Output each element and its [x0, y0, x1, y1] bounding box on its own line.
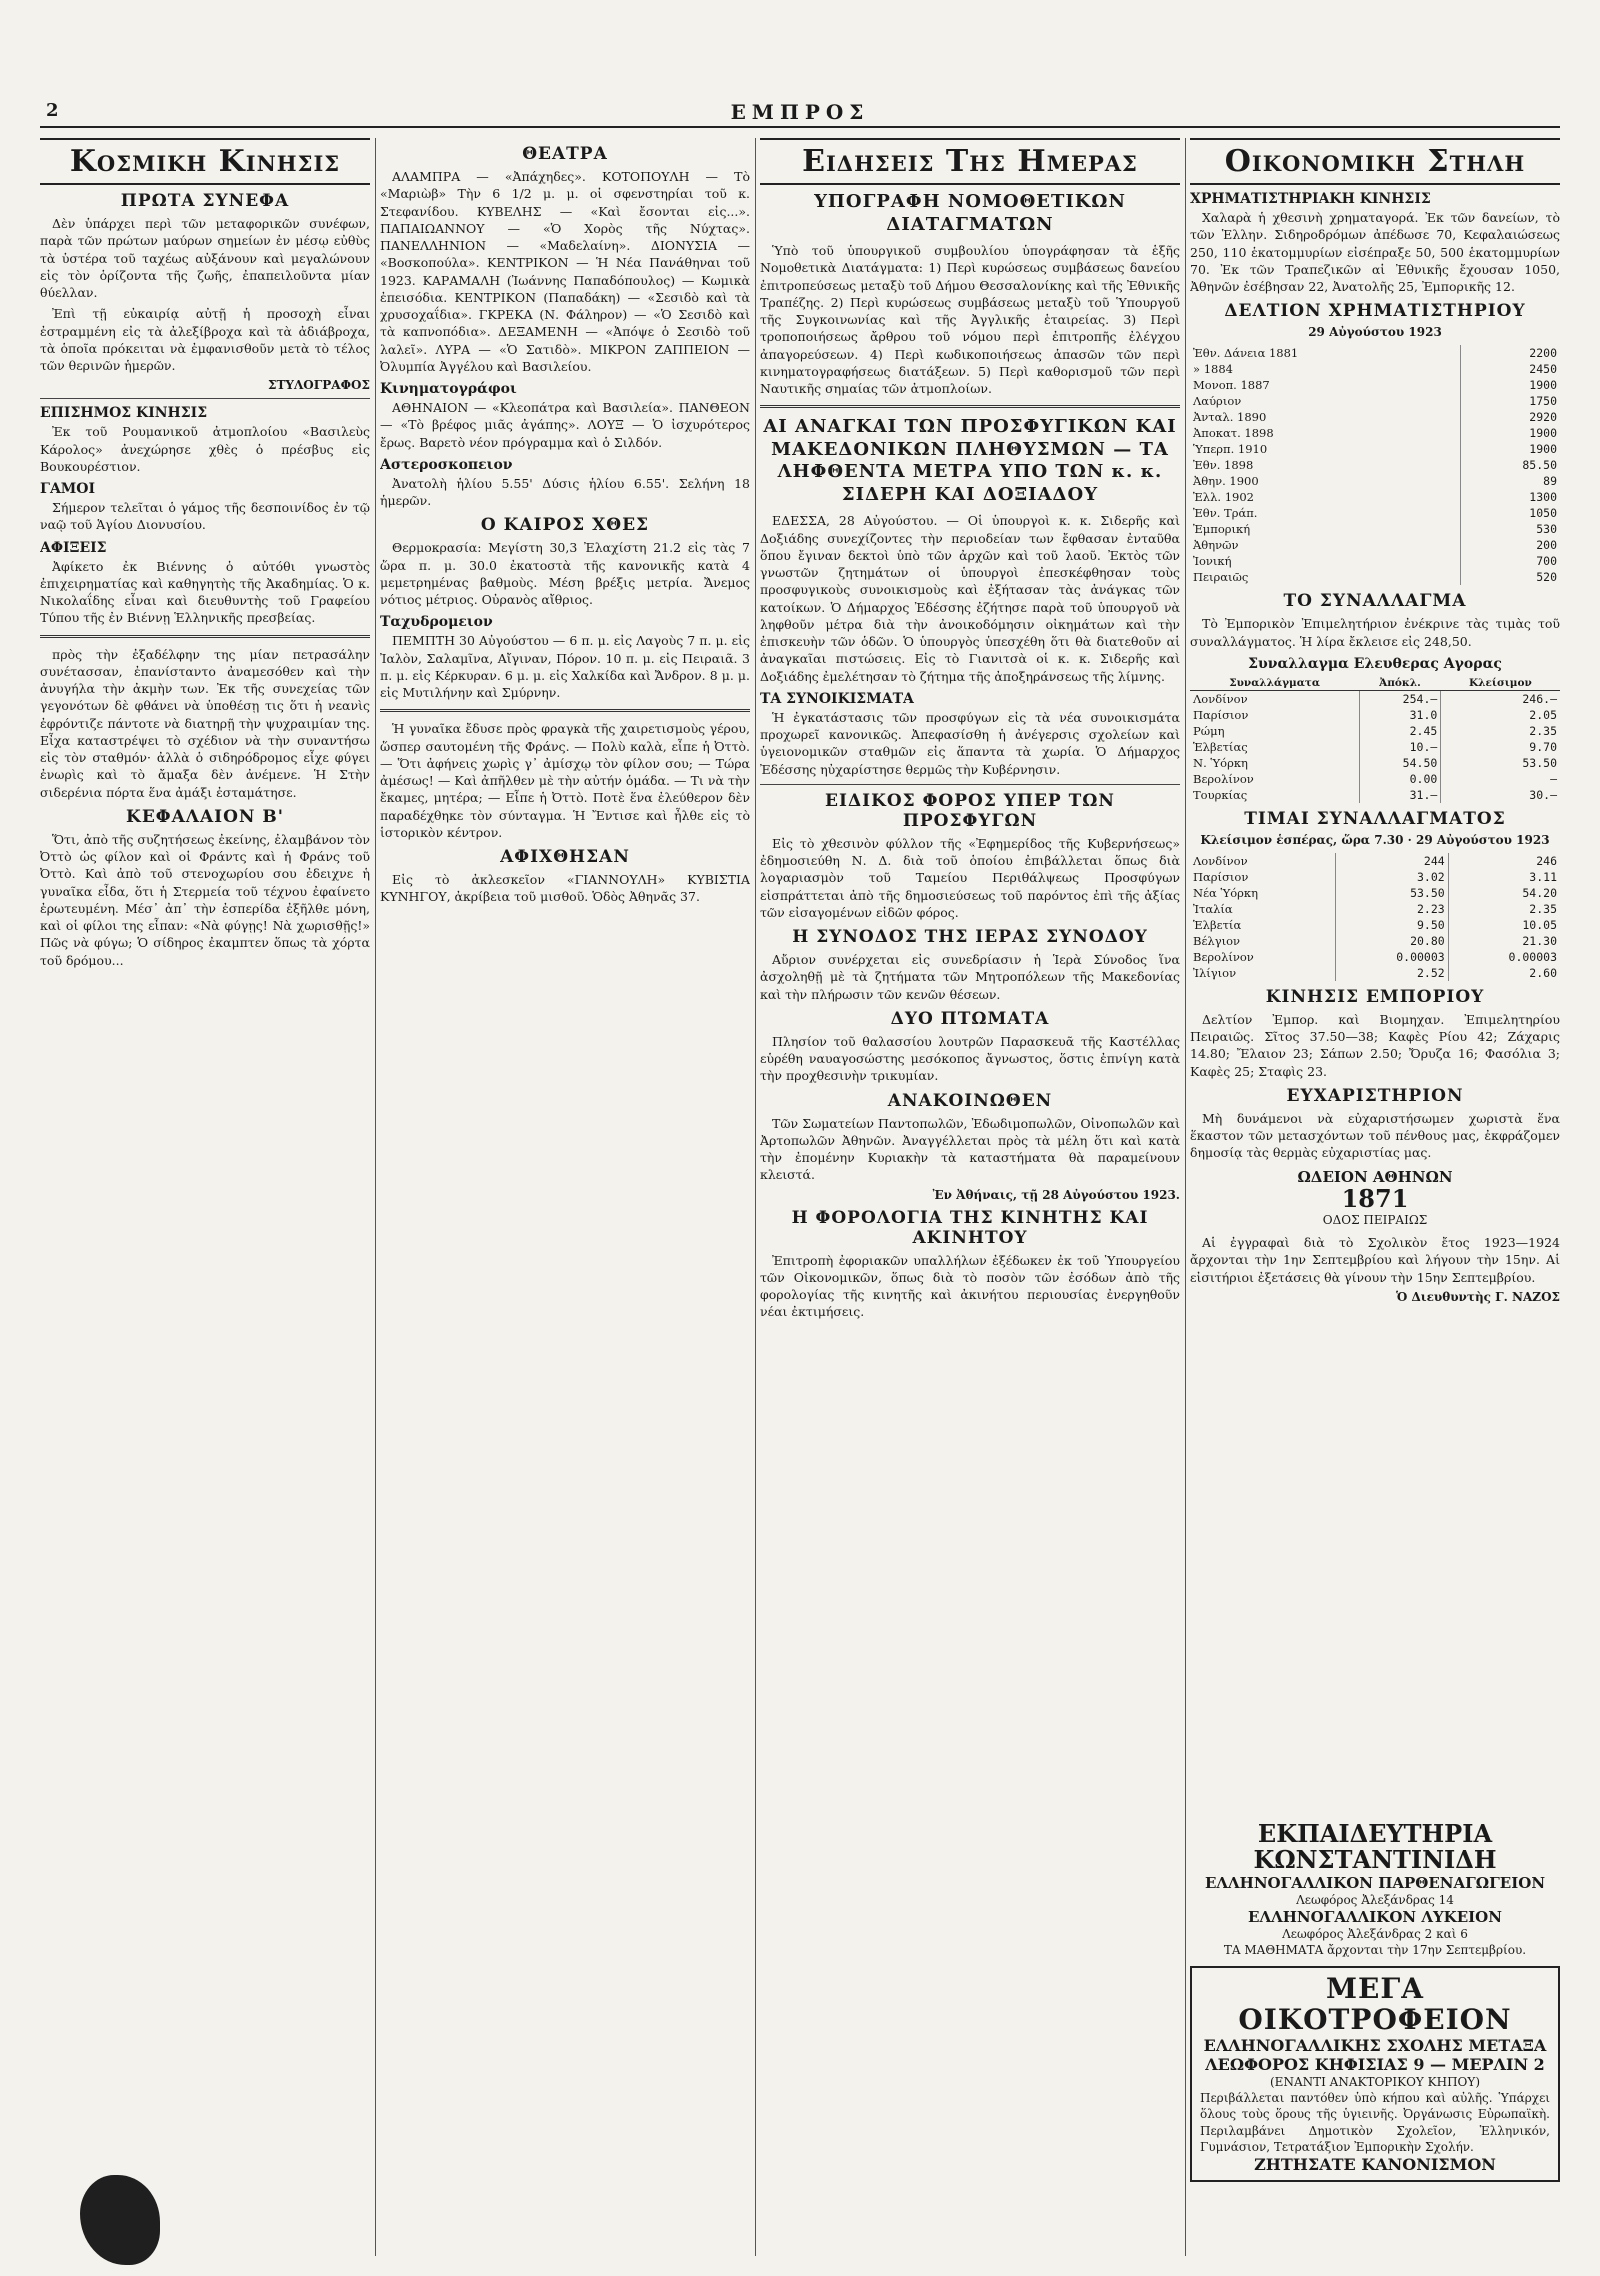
row-label: » 1884 [1190, 361, 1460, 377]
masthead [40, 100, 1560, 128]
table-row [1190, 869, 1560, 885]
article-heading: ΠΡΩΤΑ ΣΥΝΕΦΑ [120, 191, 290, 211]
row-value: 244 [1335, 853, 1448, 869]
theatres-heading: ΘΕΑΤΡΑ [522, 144, 608, 164]
row-value: 2.05 [1529, 707, 1557, 722]
serial-story: Ἡ γυναῖκα ἔδυσε πρὸς φραγκὰ τῆς χαιρετισμοὺς γέρου, ὥσπερ σαυτομένη τῆς Φράνς. — Πολὺ καλὰ, εἶπε ἡ Ὀττὸ. — Ὅτι ἀφήνεις χωρὶς γ᾽ ἀμίσχῳ τὸν φίλον σου; — Τώρα ἀμέσως! — Καὶ ἀπῆλθεν μὲ τὴν αὐτήν ὁμάδα. — Τι νὰ τὴν ἔκαμες, μητέρα; — Εἶπε ἡ Ὀττὸ. Ποτὲ ἕνα ἐλεύθερον δὲν παραδέχθηκε τὸν σύνταγμα. Ἡ Ἔντισε καὶ ἦλθε εἰς τὸ ἱστορικὸν κέντρον. [380, 721, 750, 840]
divider [760, 405, 1180, 408]
row-value: 10.— [1359, 739, 1441, 755]
row-value: 2920 [1529, 410, 1557, 425]
row-label: Ἐθν. Δάνεια 1881 [1190, 345, 1460, 361]
lead-headline: ΥΠΟΓΡΑΦΗ ΝΟΜΟΘΕΤΙΚΩΝ ΔΙΑΤΑΓΜΑΤΩΝ [814, 191, 1126, 235]
table-row [1190, 425, 1560, 441]
row-label: Ἰονική [1190, 553, 1460, 569]
table-row [1190, 569, 1560, 585]
arrivals-text: Εἰς τὸ ἀκλεσκεῖον «ΓΙΑΝΝΟΥΛΗ» ΚΥΒΙΣΤΙΑ ΚΥΝΗΓΟΥ, ἀκρίβεια τοῦ μισθοῦ. Ὁδὸς Ἀθηνᾶς 37. [380, 872, 750, 905]
row-value: 2.35 [1529, 723, 1557, 738]
article-body: Δὲν ὑπάρχει περὶ τῶν μεταφορικῶν συνέφων, παρὰ τῶν πρώτων μαύρων σημείων ἐν μέσῳ εὐθὺς τὰ ὑστέρα τοῦ ταχέως αὐξάνουν καὶ μεγαλώνουν εἰς τὸν ὁρίζοντα τῆς ζωῆς, ἐπαπειλοῦντα μίαν θύελλαν. [40, 216, 370, 300]
row-value: 30.— [1529, 787, 1557, 802]
table-row [1190, 901, 1560, 917]
table-row [1190, 917, 1560, 933]
row-value: 2450 [1529, 362, 1557, 377]
table-row [1190, 537, 1560, 553]
table-row [1190, 393, 1560, 409]
row-value: 2.23 [1335, 901, 1448, 917]
bodies-heading: ΔΥΟ ΠΤΩΜΑΤΑ [890, 1008, 1050, 1029]
thanks-heading: ΕΥΧΑΡΙΣΤΗΡΙΟΝ [1286, 1085, 1464, 1106]
newspaper-page [40, 20, 1560, 2256]
table-row [1190, 473, 1560, 489]
row-label: Ἀθην. 1900 [1190, 473, 1460, 489]
row-value: 53.50 [1522, 755, 1557, 770]
row-label: Βερολίνον [1190, 949, 1335, 965]
market-body: Χαλαρὰ ἡ χθεσινὴ χρηματαγορά. Ἐκ τῶν δανείων, τὸ τῶν Ἑλλην. Σιδηροδρόμων ἀπέδωσε 70, Κεφαλαιώσεως 250, 110 ἑκατομμυρίων εἰσέπραξε 50, 500 ἑκατομμυρίων 70. Ἐκ τῶν Τραπεζικῶν αἱ Ἐθνικῆς ἔχουσαν 1050, Ἀθηνῶν ἐσέβησαν 22, Ἀνατολῆς 25, Ἐμπορικῆς 12. [1190, 210, 1560, 294]
table-row [1190, 949, 1560, 965]
row-label: Λονδίνον [1190, 690, 1359, 707]
synod-body: Αὔριον συνέρχεται εἰς συνεδρίασιν ἡ Ἱερὰ Σύνοδος ἵνα ἀσχοληθῇ μὲ τὰ ζητήματα τῶν Μητροπόλεων τῆς Μακεδονίας καὶ τὴν πλήρωσιν τῶν κενῶν θέσεων. [760, 952, 1180, 1002]
row-label: Ὑπερπ. 1910 [1190, 441, 1460, 457]
table-row [1190, 787, 1560, 803]
school-ads [1190, 1815, 1560, 2190]
table-row [1190, 489, 1560, 505]
announcement-body: Τῶν Σωματείων Παντοπωλῶν, Ἐδωδιμοπωλῶν, Οἰνοπωλῶν καὶ Ἀρτοπωλῶν Ἀθηνῶν. Ἀναγγέλλεται πρὸς τὰ μέλη ὅτι καὶ κατὰ τὴν ἐπομένην Κυριακὴν τὰ καταστήματα θὰ παραμείνουν κλειστά. [760, 1115, 1180, 1183]
chapter-heading: ΚΕΦΑΛΑΙΟΝ Β' [126, 806, 284, 827]
column-rule [755, 138, 756, 2256]
observatory-heading: Αστεροσκοπειον [380, 456, 513, 473]
trade-heading: ΚΙΝΗΣΙΣ ΕΜΠΟΡΙΟΥ [1265, 986, 1485, 1007]
row-value: 54.20 [1522, 885, 1557, 900]
column-social [40, 138, 370, 2256]
row-value: 530 [1536, 522, 1557, 537]
row-value: 31.0 [1359, 707, 1441, 723]
lead-body: Ὑπὸ τοῦ ὑπουργικοῦ συμβουλίου ὑπογράφησαν τὰ ἑξῆς Νομοθετικὰ Διατάγματα: 1) Περὶ κυρώσεως συμβάσεως δανείου ἐπιτροπεύσεως μεταξὺ τοῦ Δήμου Θεσσαλονίκης καὶ τῆς Ἐθνικῆς Τραπέζης. 2) Περὶ κυρώσεως συμβάσεως μεταξὺ τοῦ Ὑπουργοῦ τῆς Συγκοινωνίας καὶ τῆς Ἀγγλικῆς ἑταιρείας. 3) Περὶ τροποποιήσεως ἄρθρου τοῦ νόμου περὶ ἐπιτροπῆς ἐλέγχου ἀπαγορεύσεων. 4) Περὶ κωδικοποιήσεως ἁπασῶν τῶν περὶ κινηματογραφήσεως διατάξεων. 5) Περὶ καθορισμοῦ τῶν περὶ Ναυτικῆς σημαίας τῶν ἀτμοπλοίων. [760, 243, 1180, 396]
table-row [1190, 965, 1560, 981]
row-value: 254.— [1359, 690, 1441, 707]
trade-body: Δελτίον Ἐμπορ. καὶ Βιομηχαν. Ἐπιμελητηρίου Πειραιῶς. Σῖτος 37.50—38; Καφὲς Ρίου 42; Ζάχαρις 14.80; Ἔλαιον 23; Σάπων 2.50; Ὄρυζα 16; Φασόλια 3; Καφὲς 25; Σταφὶς 23. [1190, 1011, 1560, 1079]
synod-heading: Η ΣΥΝΟΔΟΣ ΤΗΣ ΙΕΡΑΣ ΣΥΝΟΔΟΥ [792, 927, 1148, 947]
row-label: Ν. Ὑόρκη [1190, 755, 1359, 771]
exchange-body: Τὸ Ἐμπορικὸν Ἐπιμελητήριον ἐνέκρινε τὰς τιμὰς τοῦ συναλλάγματος. Ἡ λίρα ἔκλεισε εἰς 248,50. [1190, 616, 1560, 649]
row-label: Βέλγιον [1190, 933, 1335, 949]
page-number: 2 [46, 100, 59, 121]
post-text: ΠΕΜΠΤΗ 30 Αὐγούστου — 6 π. μ. εἰς Λαγοὺς 7 π. μ. εἰς Ἰαλὸν, Σαλαμῖνα, Αἴγιναν, Πόρον. 10 π. μ. εἰς Πειραιᾶ. 3 π. μ. εἰς Κέρκυραν. 6 μ. μ. εἰς Χαλκίδα καὶ Ἄνδρον. 8 μ. μ. εἰς Μυτιλήνην καὶ Σμύρνην. [380, 633, 750, 700]
school-ad-1 [1190, 1821, 1560, 1958]
divider [760, 784, 1180, 785]
serial-story: πρὸς τὴν ἐξαδέλφην της μίαν πετρασάλην συνέτασσαν, ἐπανίσταντο ἀναμεσόθεν καὶ τὴν ἀνυγήλα τὴν ἀκμὴν των. Ἐκ τῆς συνεχείας τῶν γεγονότων δὲ φθάνει νὰ ὑποθέσῃ τις ὅτι ἡ νεανὶς ἐφρόντιζε πάντοτε νὰ διατηρῇ τὴν ψυχραιμίαν της. Εἶχα καταστρέψει τὸ σχέδιον νὰ τὴν συναντήσω εἰς τὸν σταθμόν· ἀλλὰ ὁ σιδηρόδρομος εἶχε φύγει ἐνωρὶς καὶ τὸ ἄμαξα δὲν ἀνέμενε. Ἡ Στὴν σιδερένια πόρτα ἕνα ἀμάξι ἐσταμάτησε. [40, 646, 370, 800]
thanks-body: Μὴ δυνάμενοι νὰ εὐχαριστήσωμεν χωριστὰ ἕνα ἕκαστον τῶν μετασχόντων τοῦ πένθους μας, ἐκφράζομεν δημοσίᾳ τὰς θερμὰς εὐχαριστίας μας. [1190, 1110, 1560, 1161]
table-row [1190, 361, 1560, 377]
table-row [1190, 690, 1560, 707]
tax-body: Εἰς τὸ χθεσινὸν φύλλον τῆς «Ἐφημερίδος τῆς Κυβερνήσεως» ἐδημοσιεύθη Ν. Δ. διὰ τοῦ ὁποίου ἐπιβάλλεται ὅπως διὰ λογαριασμὸν τοῦ Ταμείου Περιθάλψεως Προσφύγων εἰσπράττεται ἀπὸ τῆς δημοσιεύσεως τοῦ παρόντος ἐπὶ τῆς ἀξίας τῶν εἰσαγομένων εἰδῶν φόρος. [760, 835, 1180, 920]
row-value: 2.45 [1359, 723, 1441, 739]
row-value: 246.— [1522, 691, 1557, 706]
section-title: Οικονομικη Στηλη [1190, 138, 1560, 185]
ad-address-note: (ΕΝΑΝΤΙ ΑΝΑΚΤΟΡΙΚΟΥ ΚΗΠΟΥ) [1270, 2074, 1480, 2089]
column-rule [375, 138, 376, 2256]
school-note: ΤΑ ΜΑΘΗΜΑΤΑ ἄρχονται τὴν 17ην Σεπτεμβρίου. [1223, 1943, 1527, 1958]
row-label: Ἐμπορική [1190, 521, 1460, 537]
row-label: Ἀθηνῶν [1190, 537, 1460, 553]
table-row [1190, 521, 1560, 537]
row-value: 20.80 [1335, 933, 1448, 949]
cinemas-list: ΑΘΗΝΑΙΟΝ — «Κλεοπάτρα καὶ Βασιλεία». ΠΑΝΘΕΟΝ — «Τὸ βρέφος μιᾶς ἀγάπης». ΛΟΥΞ — Ὁ ἰσχυρότερος ἔρως. Βαρετὸ νέον πρόγραμμα καὶ ὁ Σιλδόν. [380, 400, 750, 450]
divider [40, 398, 370, 399]
column-header: Κλείσιμον [1441, 676, 1560, 691]
fixed-rates-heading: ΤΙΜΑΙ ΣΥΝΑΛΛΑΓΜΑΤΟΣ [1244, 808, 1506, 829]
row-value: 53.50 [1335, 885, 1448, 901]
column-header: Συναλλάγματα [1190, 676, 1359, 691]
row-label: Ἐθν. Τράπ. [1190, 505, 1460, 521]
row-label: Ἰταλία [1190, 901, 1335, 917]
row-label: Ἑλβετία [1190, 917, 1335, 933]
property-tax-heading: Η ΦΟΡΟΛΟΓΙΑ ΤΗΣ ΚΙΝΗΤΗΣ ΚΑΙ ΑΚΙΝΗΤΟΥ [791, 1207, 1149, 1248]
school-name: ΕΚΠΑΙΔΕΥΤΗΡΙΑ ΚΩΝΣΤΑΝΤΙΝΙΔΗ [1253, 1819, 1497, 1875]
row-value: 21.30 [1522, 933, 1557, 948]
ad-body: Περιβάλλεται παντόθεν ὑπὸ κήπου καὶ αὐλῆς. Ὑπάρχει ὅλους τοὺς ὅρους τῆς ὑγιεινῆς. Ὀργάνωσις Εὐρωπαϊκὴ. Περιλαμβάνει Δημοτικὸν Σχολεῖον, Ἑλληνικόν, Γυμνάσιον, Τετρατάξιον Ἐμπορικὴν Σχολήν. [1200, 2091, 1550, 2154]
row-value: 9.50 [1335, 917, 1448, 933]
ad-footer: ΖΗΤΗΣΑΤΕ ΚΑΝΟΝΙΣΜΟΝ [1254, 2154, 1496, 2174]
row-value: 0.00003 [1508, 949, 1557, 964]
table-row [1190, 457, 1560, 473]
odeion-ad [1190, 1168, 1560, 1229]
school-subtitle: ΕΛΛΗΝΟΓΑΛΛΙΚΟΝ ΠΑΡΘΕΝΑΓΩΓΕΙΟΝ [1204, 1873, 1546, 1892]
row-value: 1300 [1529, 490, 1557, 505]
row-label: Παρίσιον [1190, 869, 1335, 885]
row-label: Μονοπ. 1887 [1190, 377, 1460, 393]
row-value: 1750 [1529, 394, 1557, 409]
article-heading: ΕΠΙΣΗΜΟΣ ΚΙΝΗΣΙΣ [40, 405, 208, 422]
ad-title: ΜΕΓΑ ΟΙΚΟΤΡΟΦΕΙΟΝ [1238, 1972, 1512, 2037]
table-row [1190, 505, 1560, 521]
odeion-body: Αἱ ἐγγραφαὶ διὰ τὸ Σχολικὸν ἔτος 1923—1924 ἄρχονται τὴν 1ην Σεπτεμβρίου καὶ λήγουν τὴν 15ην. Αἱ εἰσιτήριοι ἐξετάσεις θὰ γίνουν τὴν 15ην Σεπτεμβρίου. [1190, 1235, 1560, 1285]
table-row [1190, 553, 1560, 569]
row-label: Βερολίνον [1190, 771, 1359, 787]
row-value: 2.52 [1335, 965, 1448, 981]
table-row [1190, 771, 1560, 787]
market-heading: ΧΡΗΜΑΤΙΣΤΗΡΙΑΚΗ ΚΙΝΗΣΙΣ [1190, 191, 1431, 207]
post-heading: Ταχυδρομειον [380, 614, 493, 631]
row-value: 85.50 [1522, 458, 1557, 473]
row-label: Λαύριον [1190, 393, 1460, 409]
bodies-body: Πλησίον τοῦ θαλασσίου λουτρῶν Παρασκευᾶ τῆς Καστέλλας εὑρέθη ναυαγοσώστης μεσόκοπος ἄγνωστος, ὅστις ἐπνίγη κατὰ τὴν προχθεσινὴν τρικυμίαν. [760, 1033, 1180, 1084]
announcement-heading: ΑΝΑΚΟΙΝΩΘΕΝ [887, 1090, 1053, 1111]
property-tax-body: Ἐπιτροπὴ ἐφοριακῶν υπαλλήλων ἐξέδωκεν ἐκ τοῦ Ὑπουργείου τῶν Οἰκονομικῶν, ὅπως διὰ τὸ ποσὸν τῶν ἐσόδων ἀπὸ τῆς φορολογίας τῆς κινητῆς καὶ ἀκινήτου περιουσίας ἐνεργηθοῦν νέαι ἐκτιμήσεις. [760, 1252, 1180, 1320]
odeion-name: ΩΔΕΙΟΝ ΑΘΗΝΩΝ [1297, 1167, 1453, 1186]
row-label: Νέα Ὑόρκη [1190, 885, 1335, 901]
section-title: Κοσμικη Κινησις [40, 138, 370, 185]
school-name: ΕΛΛΗΝΟΓΑΛΛΙΚΟΝ ΛΥΚΕΙΟΝ [1248, 1907, 1502, 1926]
cinemas-heading: Κινηματογράφοι [380, 381, 517, 397]
boarding-school-ad [1190, 1966, 1560, 2182]
observatory-text: Ἀνατολὴ ἡλίου 5.55' Δύσις ἡλίου 6.55'. Σελήνη 18 ἡμερῶν. [380, 475, 750, 508]
table-row [1190, 885, 1560, 901]
row-label: Πειραιῶς [1190, 569, 1460, 585]
free-market-table [1190, 676, 1560, 803]
row-value: 54.50 [1359, 755, 1441, 771]
column-news [760, 138, 1180, 2256]
row-label: Ἑλβετίας [1190, 739, 1359, 755]
article-body: Ἐκ τοῦ Ρουμανικοῦ ἀτμοπλοίου «Βασιλεὺς Κάρολος» ἀνεχώρησε χθὲς ὁ πρέσβυς εἰς Βουκουρέστιον. [40, 424, 370, 474]
ad-address: ΛΕΩΦΟΡΟΣ ΚΗΦΙΣΙΑΣ 9 — ΜΕΡΛΙΝ 2 [1205, 2054, 1545, 2074]
row-value: 1900 [1529, 442, 1557, 457]
school-address: Λεωφόρος Ἀλεξάνδρας 14 [1296, 1892, 1454, 1907]
article-body: Σήμερον τελεῖται ὁ γάμος τῆς δεσποινίδος ἐν τῷ ναῷ τοῦ Ἁγίου Διονυσίου. [40, 500, 370, 533]
row-value: 700 [1536, 554, 1557, 569]
signature: ΣΤΥΛΟΓΡΑΦΟΣ [268, 378, 370, 393]
divider [40, 635, 370, 638]
exchange-heading: ΤΟ ΣΥΝΑΛΛΑΓΜΑ [1283, 591, 1467, 612]
table-row [1190, 853, 1560, 869]
main-headline: ΑΙ ΑΝΑΓΚΑΙ ΤΩΝ ΠΡΟΣΦΥΓΙΚΩΝ ΚΑΙ ΜΑΚΕΔΟΝΙΚΩΝ ΠΛΗΘΥΣΜΩΝ — ΤΑ ΛΗΦΘΕΝΤΑ ΜΕΤΡΑ ΥΠΟ ΤΩΝ κ. κ. ΣΙΔΕΡΗ ΚΑΙ ΔΟΞΙΑΔΟΥ [763, 416, 1177, 505]
table-row [1190, 723, 1560, 739]
row-value: 0.00003 [1335, 949, 1448, 965]
weather-text: Θερμοκρασία: Μεγίστη 30,3 Ἐλαχίστη 21.2 εἰς τὰς 7 ὥρα π. μ. 30.0 ἐκατοστὰ τῆς κανονικῆς κατὰ 4 μεμετρημένας βαθμοὺς. Μέση βρέξις μετρία. Ἄνεμος νότιος μέτριος. Οὐρανὸς αἴθριος. [380, 540, 750, 607]
column-rule [1185, 138, 1186, 2256]
row-label: Ἀποκατ. 1898 [1190, 425, 1460, 441]
row-value: 2200 [1529, 346, 1557, 361]
section-title: Ειδησεις Της Ημερας [760, 138, 1180, 185]
row-value: 1900 [1529, 426, 1557, 441]
row-value: 2.60 [1529, 965, 1557, 980]
free-market-heading: Συναλλαγμα Ελευθερας Αγορας [1248, 655, 1502, 672]
column-entertainment [380, 138, 750, 2256]
row-label: Παρίσιον [1190, 707, 1359, 723]
main-body: ΕΔΕΣΣΑ, 28 Αὐγούστου. — Οἱ ὑπουργοὶ κ. κ. Σιδερῆς καὶ Δοξιάδης συνεχίζοντες τὴν περιοδείαν των ἔφθασαν ἐνταῦθα ὅπου ἔγιναν δεκτοὶ ὑπὸ τῶν ἀρχῶν καὶ τοῦ λαοῦ. Ἐκτὸς τῶν γνωστῶν ζητημάτων οἱ ὑπουργοὶ ἐπεσκέφθησαν τοὺς προσφυγικοὺς συνοικισμοὺς καὶ ἐξήτασαν τὰς ἀνάγκας τῶν κατοίκων. Ὁ Δήμαρχος Ἐδέσσης ἐζήτησε παρὰ τοῦ ὑπουργοῦ νὰ ληφθοῦν μέτρα διὰ τὴν ἀνοικοδόμησιν οἰκημάτων καὶ τὴν ἐπισκευὴν τῶν ὁδῶν. Ὁ ὑπουργὸς ὑπεσχέθη ὅτι θὰ διατεθοῦν αἱ ἀναγκαῖαι πιστώσεις. Εἰς τὸ Γιανιτσὰ οἱ κ. κ. Σιδερῆς καὶ Δοξιάδης ἐμελέτησαν τὸ ζήτημα τῆς ἀποξηράνσεως τῆς λίμνης. [760, 513, 1180, 684]
theatres-list: ΑΛΑΜΠΡΑ — «Ἀπάχηδες». ΚΟΤΟΠΟΥΛΗ — Τὸ «Μαριὼβ» Τὴν 6 1/2 μ. μ. οἱ σφενστηρίαι τοῦ κ. Στεφανίδου. ΚΥΒΕΛΗΣ — «Καὶ ἔσονται εἰς...». ΠΑΠΑΙΩΑΝΝΟΥ — «Ὁ Χορὸς τῆς Νύχτας». ΠΑΝΕΛΛΗΝΙΟΝ — «Μαδελαίνη». ΔΙΟΝΥΣΙΑ — «Βοσκοπούλα». ΚΕΝΤΡΙΚΟΝ — Ἡ Νέα Πανάθηναι τοῦ 1923. ΚΑΡΑΜΑΛΗ (Ἰωάννης Παπαδόπουλος) — Κωμικὰ ἐπεισόδια. ΚΕΝΤΡΙΚΟΝ (Παπαδάκη) — «Σεσιδὸ καὶ τὰ χρυσοχαΐδια». ΓΚΡΕΚΑ (Ν. Φάληρον) — «Ὁ Σεσιδὸ καὶ τὰ καπνοπόδια». ΔΕΞΑΜΕΝΗ — «Ἀπόψε ὁ Σεσιδὸ τοῦ λαλεῖ». ΛΥΡΑ — «Ὁ Σατιδὸ». ΜΙΚΡΟΝ ΖΑΠΠΕΙΟΝ — Ὀλυμπία Ἀγγέλου καὶ Βασιλείου. [380, 169, 750, 374]
row-value: 2.35 [1529, 901, 1557, 916]
article-body: Ἐπὶ τῇ εὐκαιρίᾳ αὐτῇ ἡ προσοχὴ εἶναι ἐστραμμένη εἰς τὰ ἀλεξίβροχα καὶ τὰ ἀδιάβροχα, τὰ ὁποῖα πρόκειται νὰ ἐμφανισθοῦν μετὰ τὸ τέλος τῶν θερινῶν ἡμερῶν. [40, 306, 370, 373]
article-heading: ΤΑ ΣΥΝΟΙΚΙΣΜΑΤΑ [760, 690, 914, 707]
divider [380, 709, 750, 712]
row-value: 520 [1536, 570, 1557, 585]
table-row [1190, 933, 1560, 949]
row-value: 1900 [1529, 378, 1557, 393]
bulletin-date: 29 Αὐγούστου 1923 [1308, 325, 1442, 340]
announcement-date: Ἐν Ἀθήναις, τῇ 28 Αὐγούστου 1923. [932, 1187, 1180, 1202]
article-heading: ΑΦΙΞΕΙΣ [40, 539, 107, 556]
serial-story: Ὅτι, ἀπὸ τῆς συζητήσεως ἐκείνης, ἐλαμβάνον τὸν Ὀττὸ ὡς φίλον καὶ οἱ Φράντς καὶ ἡ Φράνς τοῦ Ὀττὸ. Καὶ ἀπὸ τοῦ στενοχωρίου σου ἐδειχνε ἡ γυναῖκα εἶδα, ὅτι ἡ Στερμεία τοῦ τέχνου ἐφαίνετο ἐρωτευμένη. Μέσ᾽ ἀπ᾽ τὴν ἐσπερίδα ἐξῆλθε μόνη, καὶ οἱ φίλοι της εἶπαν: «Νὰ φύγῃς! Νὰ χωρισθῇς!» Πῶς νὰ φύγω; Ὁ σίδηρος ἐκαμπτεν ὅπως τὰ χόρτα τοῦ δρόμου... [40, 831, 370, 968]
row-value: 200 [1536, 538, 1557, 553]
row-label: Λονδίνον [1190, 853, 1335, 869]
row-label: Ἀνταλ. 1890 [1190, 409, 1460, 425]
ad-subtitle: ΕΛΛΗΝΟΓΑΛΛΙΚΗΣ ΣΧΟΛΗΣ ΜΕΤΑΞΑ [1203, 2035, 1547, 2055]
row-value: 10.05 [1522, 917, 1557, 932]
tax-heading: ΕΙΔΙΚΟΣ ΦΟΡΟΣ ΥΠΕΡ ΤΩΝ ΠΡΟΣΦΥΓΩΝ [825, 790, 1115, 831]
row-label: Τουρκίας [1190, 787, 1359, 803]
row-value: 3.02 [1335, 869, 1448, 885]
school-address: Λεωφόρος Ἀλεξάνδρας 2 καὶ 6 [1282, 1926, 1468, 1941]
newspaper-title: ΕΜΠΡΟΣ [730, 100, 870, 124]
row-value: 246 [1536, 853, 1557, 868]
row-label: Ἰλίγιον [1190, 965, 1335, 981]
fixed-rates-subtitle: Κλείσιμον ἑσπέρας, ὥρα 7.30 · 29 Αὐγούστου 1923 [1200, 832, 1550, 847]
odeion-year: 1871 [1341, 1183, 1409, 1213]
fixed-rates-table [1190, 853, 1560, 981]
table-row [1190, 707, 1560, 723]
row-value: — [1550, 771, 1557, 786]
table-row [1190, 739, 1560, 755]
table-row [1190, 409, 1560, 425]
row-label: Ρώμη [1190, 723, 1359, 739]
row-value: 89 [1543, 474, 1557, 489]
row-value: 9.70 [1529, 739, 1557, 754]
odeion-signature: Ὁ Διευθυντὴς Γ. ΝΑΖΟΣ [1396, 1289, 1560, 1304]
row-label: Ἐλλ. 1902 [1190, 489, 1460, 505]
bulletin-heading: ΔΕΛΤΙΟΝ ΧΡΗΜΑΤΙΣΤΗΡΙΟΥ [1224, 301, 1526, 322]
table-row [1190, 441, 1560, 457]
weather-heading: Ο ΚΑΙΡΟΣ ΧΘΕΣ [480, 515, 650, 536]
table-row [1190, 345, 1560, 361]
row-label: Ἐθν. 1898 [1190, 457, 1460, 473]
row-value: 31.— [1359, 787, 1441, 803]
table-row [1190, 377, 1560, 393]
arrivals-heading: ΑΦΙΧΘΗΣΑΝ [500, 847, 630, 867]
row-value: 0.00 [1359, 771, 1441, 787]
bulletin-table [1190, 345, 1560, 585]
column-header: Ἀπόκλ. [1359, 676, 1441, 691]
article-body: Ἡ ἐγκατάστασις τῶν προσφύγων εἰς τὰ νέα συνοικισμάτα προχωρεῖ κανονικῶς. Ἀπεφασίσθη ἡ ἀνέγερσις σχολείων καὶ ὑγειονομικῶν σταθμῶν εἰς ἅπαντα τὰ χωρία. Ὁ Δήμαρχος Ἐδέσσης ηὐχαρίστησε θερμῶς τὴν Κυβέρνησιν. [760, 709, 1180, 777]
row-value: 3.11 [1529, 869, 1557, 884]
article-body: Ἀφίκετο ἐκ Βιέννης ὁ αὐτόθι γνωστὸς ἐπιχειρηματίας καὶ καθηγητὴς τῆς Ἀκαδημίας. Ὁ κ. Νικολαΐδης εἶναι καὶ διευθυντὴς τοῦ Γραφείου Τύπου τῆς ἐν Βιέννῃ Ἑλληνικῆς πρεσβείας. [40, 558, 370, 626]
table-row [1190, 755, 1560, 771]
odeion-street: ΟΔΟΣ ΠΕΙΡΑΙΩΣ [1322, 1212, 1428, 1227]
article-heading: ΓΑΜΟΙ [40, 481, 96, 497]
row-value: 1050 [1529, 506, 1557, 521]
